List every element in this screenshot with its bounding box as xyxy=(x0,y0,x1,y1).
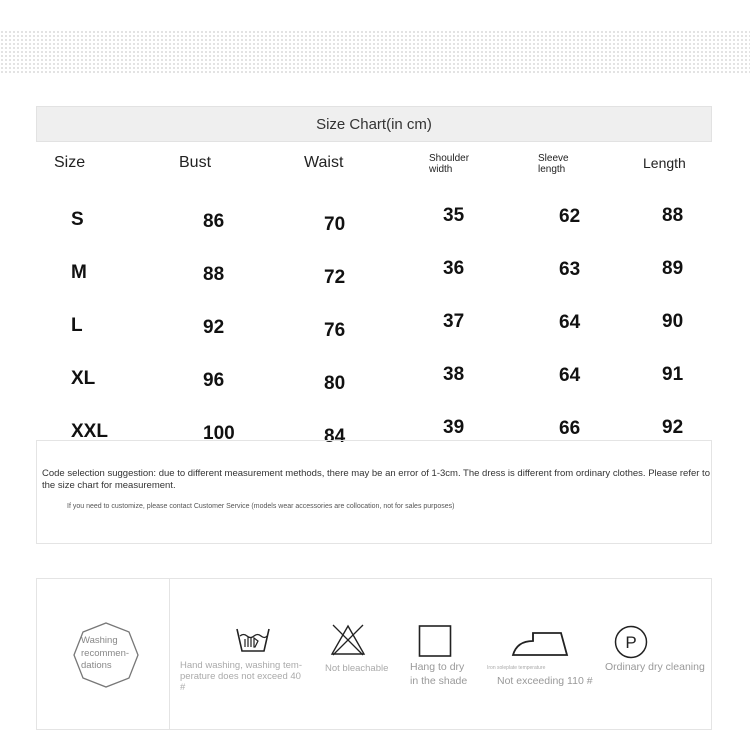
no-bleach-icon xyxy=(329,623,367,657)
hand-wash-line2: perature does not exceed 40 xyxy=(180,671,301,682)
cell-bust: 88 xyxy=(203,264,225,285)
header-shoulder-line1: Shoulder xyxy=(429,153,470,164)
cell-size: XXL xyxy=(71,421,108,442)
size-selection-note: Code selection suggestion: due to different measurement methods, there may be an error of 1-3cm. The dress is different from ordinary clothes. Please refer to the size chart for measurement. xyxy=(42,468,710,491)
dry-clean-symbol: P xyxy=(625,633,637,652)
header-waist: Waist xyxy=(304,154,344,171)
size-chart-title: Size Chart(in cm) xyxy=(36,106,712,142)
cell-size: L xyxy=(71,315,83,336)
header-sleeve-length xyxy=(538,153,569,175)
washing-title-line1: Washing xyxy=(81,635,118,646)
cell-bust: 100 xyxy=(203,423,235,444)
cell-bust: 86 xyxy=(203,211,225,232)
header-length: Length xyxy=(643,155,686,171)
cell-waist: 72 xyxy=(324,267,346,288)
cell-sleeve: 64 xyxy=(559,312,581,333)
cell-size: M xyxy=(71,262,87,283)
dry-label xyxy=(410,660,467,688)
cell-size: S xyxy=(71,209,84,230)
tumble-dry-icon xyxy=(418,625,452,657)
hand-wash-icon xyxy=(234,623,272,655)
no-bleach-label: Not bleachable xyxy=(325,663,389,674)
iron-icon xyxy=(511,625,573,659)
cell-length: 88 xyxy=(662,205,684,226)
hand-wash-line3: # xyxy=(180,682,186,693)
size-notes xyxy=(36,440,712,544)
iron-label: Not exceeding 110 # xyxy=(497,675,593,687)
header-size: Size xyxy=(54,154,86,171)
header-sleeve-line1: Sleeve xyxy=(538,153,569,164)
washing-recommendations xyxy=(36,578,712,730)
washing-title xyxy=(81,635,133,673)
cell-bust: 96 xyxy=(203,370,225,391)
header-shoulder-width xyxy=(429,153,469,175)
header-shoulder-line2: width xyxy=(429,164,453,175)
cell-shoulder: 38 xyxy=(443,364,465,385)
cell-sleeve: 64 xyxy=(559,365,581,386)
cell-sleeve: 62 xyxy=(559,206,581,227)
cell-waist: 84 xyxy=(324,426,346,447)
decorative-dot-band xyxy=(0,30,750,74)
cell-length: 89 xyxy=(662,258,684,279)
cell-sleeve: 63 xyxy=(559,259,581,280)
cell-bust: 92 xyxy=(203,317,225,338)
cell-shoulder: 39 xyxy=(443,417,465,438)
washing-title-line2: recommen- xyxy=(81,647,130,659)
cell-waist: 76 xyxy=(324,320,346,341)
cell-shoulder: 36 xyxy=(443,258,465,279)
cell-sleeve: 66 xyxy=(559,418,581,439)
dry-clean-icon xyxy=(613,625,649,659)
cell-waist: 80 xyxy=(324,373,346,394)
divider xyxy=(169,579,170,729)
hand-wash-label xyxy=(180,660,310,693)
cell-shoulder: 37 xyxy=(443,311,465,332)
cell-waist: 70 xyxy=(324,214,346,235)
cell-length: 90 xyxy=(662,311,684,332)
cell-length: 92 xyxy=(662,417,684,438)
dry-line2: in the shade xyxy=(410,675,468,687)
iron-note: Iron soleplate temperature xyxy=(487,665,546,671)
hand-wash-line1: Hand washing, washing tem- xyxy=(180,660,302,671)
dry-clean-label: Ordinary dry cleaning xyxy=(605,661,705,673)
cell-size: XL xyxy=(71,368,96,389)
cell-shoulder: 35 xyxy=(443,205,465,226)
size-table xyxy=(36,142,712,447)
washing-title-line3: dations xyxy=(81,660,112,671)
header-sleeve-line2: length xyxy=(538,164,566,175)
customize-note: If you need to customize, please contact Customer Service (models wear accessories are collocation, not for sales purposes) xyxy=(67,503,455,510)
header-bust: Bust xyxy=(179,154,212,171)
dry-line1: Hang to dry xyxy=(410,661,465,673)
cell-length: 91 xyxy=(662,364,684,385)
